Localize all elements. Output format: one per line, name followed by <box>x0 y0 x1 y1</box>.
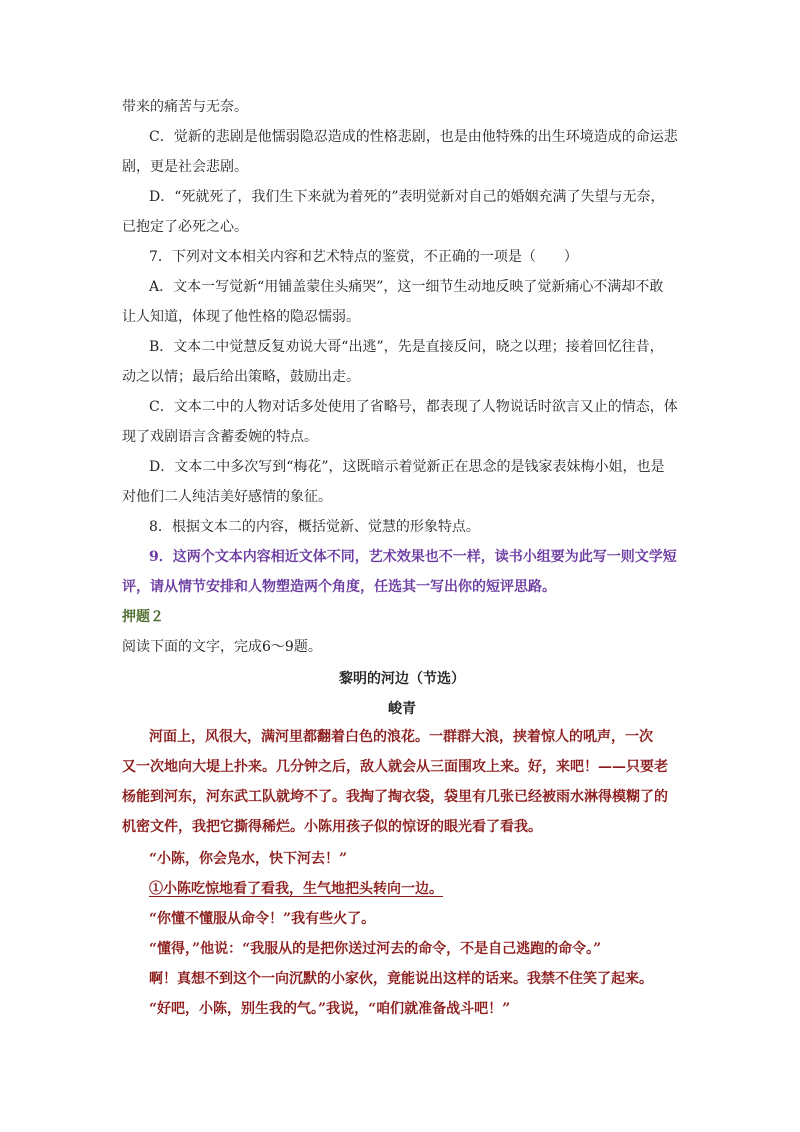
text-line: 让人知道，体现了他性格的隐忍懦弱。 <box>122 309 360 325</box>
text-line: 带来的痛苦与无奈。 <box>122 99 248 115</box>
question-8: 8．根据文本二的内容，概括觉新、觉慧的形象特点。 <box>149 519 480 535</box>
story-title: 黎明的河边（节选） <box>339 671 465 687</box>
dialogue-line: “你懂不懂服从命令！”我有些火了。 <box>149 911 376 927</box>
question-7: 7．下列对文本相关内容和艺术特点的鉴赏，不正确的一项是（ ） <box>149 249 578 265</box>
section-heading: 押题２ <box>122 609 164 625</box>
text-line: 对他们二人纯洁美好感情的象征。 <box>122 489 332 505</box>
option-d-line: D．文本二中多次写到“梅花”，这既暗示着觉新正在思念的是钱家表妹梅小姐，也是 <box>149 459 665 475</box>
story-paragraph-line: 机密文件，我把它撕得稀烂。小陈用孩子似的惊讶的眼光看了看我。 <box>122 819 542 835</box>
underlined-sentence: ①小陈吃惊地看了看我，生气地把头转向一边。 <box>149 881 443 897</box>
instructions: 阅读下面的文字，完成6～9题。 <box>122 639 322 655</box>
dialogue-line: “小陈，你会凫水，快下河去！” <box>149 851 348 867</box>
text-line: 剧，更是社会悲剧。 <box>122 159 248 175</box>
dialogue-line: “好吧，小陈，别生我的气。”我说，“咱们就准备战斗吧！” <box>149 1001 511 1017</box>
text-line: 现了戏剧语言含蓄委婉的特点。 <box>122 429 318 445</box>
story-paragraph-line: 河面上，风很大，满河里都翻着白色的浪花。一群群大浪，挟着惊人的吼声，一次 <box>149 729 653 745</box>
story-paragraph-line: 又一次地向大堤上扑来。几分钟之后，敌人就会从三面围攻上来。好，来吧！——只要老 <box>122 759 668 775</box>
text-line: 已抱定了必死之心。 <box>122 219 248 235</box>
option-b-line: B．文本二中觉慧反复劝说大哥“出逃”，先是直接反问，晓之以理；接着回忆往昔， <box>149 339 664 355</box>
story-paragraph-line: 啊！真想不到这个一向沉默的小家伙，竟能说出这样的话来。我禁不住笑了起来。 <box>149 971 653 987</box>
dialogue-line: “懂得，”他说：“我服从的是把你送过河去的命令，不是自己逃跑的命令。” <box>149 941 602 957</box>
option-c-line: C．觉新的悲剧是他懦弱隐忍造成的性格悲剧，也是由他特殊的出生环境造成的命运悲 <box>149 129 678 145</box>
option-a-line: A．文本一写觉新“用铺盖蒙住头痛哭”，这一细节生动地反映了觉新痛心不满却不敢 <box>149 279 664 295</box>
text-line: 动之以情；最后给出策略，鼓励出走。 <box>122 369 360 385</box>
question-9-continued: 评，请从情节安排和人物塑造两个角度，任选其一写出你的短评思路。 <box>122 579 556 595</box>
option-d-line: D．“死就死了，我们生下来就为着死的”表明觉新对自己的婚姻充满了失望与无奈， <box>149 189 665 205</box>
story-paragraph-line: 杨能到河东，河东武工队就垮不了。我掏了掏衣袋，袋里有几张已经被雨水淋得模糊了的 <box>122 789 668 805</box>
option-c-line: C．文本二中的人物对话多处使用了省略号，都表现了人物说话时欲言又止的情态，体 <box>149 399 678 415</box>
story-author: 峻青 <box>388 701 416 717</box>
question-9: 9．这两个文本内容相近文体不同，艺术效果也不一样，读书小组要为此写一则文学短 <box>149 549 677 565</box>
